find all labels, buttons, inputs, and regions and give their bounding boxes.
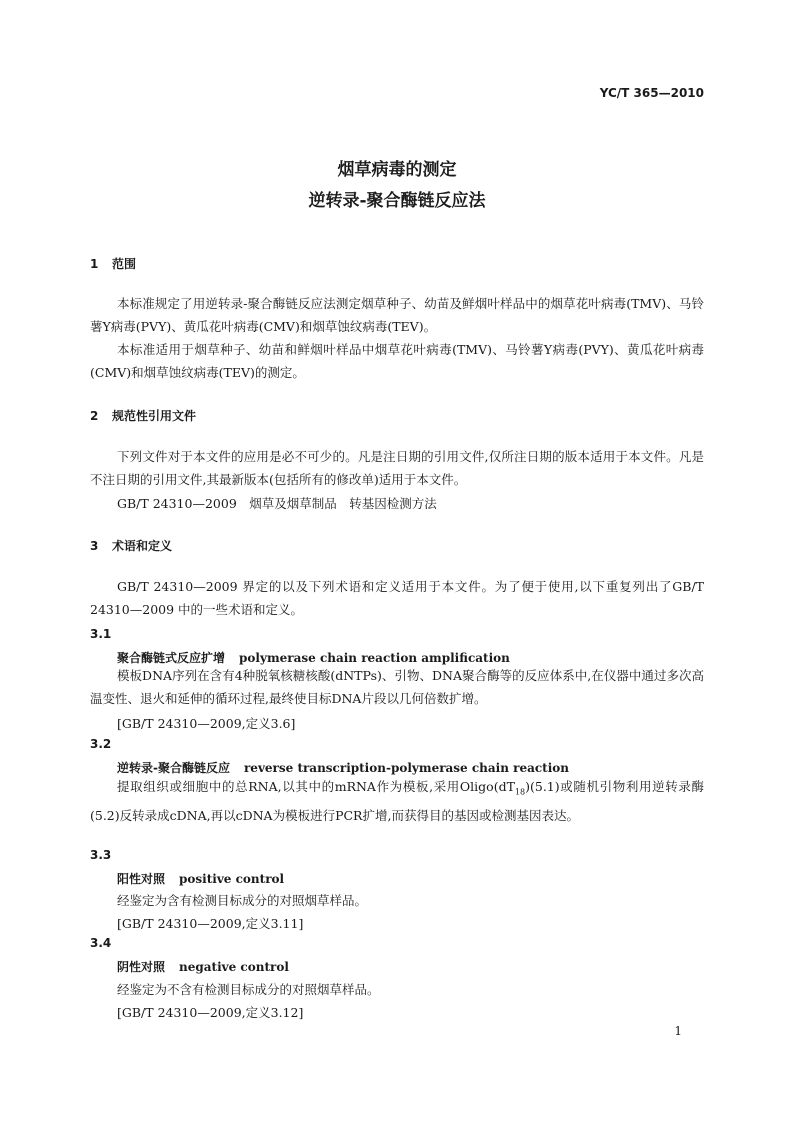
section-3-paragraph-1: GB/T 24310—2009 界定的以及下列术语和定义适用于本文件。为了便于使用,以下重复列出了GB/T 24310—2009 中的一些术语和定义。 [90,579,704,617]
term-heading [117,759,569,776]
title-line-1: 烟草病毒的测定 [337,160,457,180]
section-title: 规范性引用文件 [112,409,197,423]
term-definition-part-a: 提取组织或细胞中的总RNA,以其中的mRNA作为模板,采用Oligo(dT [117,779,515,794]
section-title: 范围 [112,257,137,271]
term-source: [GB/T 24310—2009,定义3.12] [117,1005,304,1020]
term-number: 3.3 [90,848,112,862]
term-chinese: 阴性对照 [117,960,166,974]
section-1-paragraph-2: 本标准适用于烟草种子、幼苗和鲜烟叶样品中烟草花叶病毒(TMV)、马铃薯Y病毒(PVY)、黄瓜花叶病毒(CMV)和烟草蚀纹病毒(TEV)的测定。 [90,342,704,380]
document-number: YC/T 365—2010 [599,86,704,100]
term-english: polymerase chain reaction amplification [239,651,510,665]
section-3-heading [90,537,172,554]
section-1-paragraph-1: 本标准规定了用逆转录-聚合酶链反应法测定烟草种子、幼苗及鲜烟叶样品中的烟草花叶病毒(TMV)、马铃薯Y病毒(PVY)、黄瓜花叶病毒(CMV)和烟草蚀纹病毒(TEV)。 [90,296,704,334]
term-definition [90,775,704,827]
term-definition: 模板DNA序列在含有4种脱氧核糖核酸(dNTPs)、引物、DNA聚合酶等的反应体系中,在仪器中通过多次高温变性、退火和延伸的循环过程,最终使目标DNA片段以几何倍数扩增。 [90,668,704,706]
term-heading [117,958,289,975]
term-definition: 经鉴定为含有检测目标成分的对照烟草样品。 [117,893,368,908]
term-definition: 经鉴定为不含有检测目标成分的对照烟草样品。 [117,982,380,997]
term-english: negative control [179,960,289,974]
section-number: 1 [90,257,99,271]
term-chinese: 聚合酶链式反应扩增 [117,651,226,665]
section-title: 术语和定义 [112,539,173,553]
term-source: [GB/T 24310—2009,定义3.11] [117,916,304,931]
term-number: 3.4 [90,936,112,950]
section-2-paragraph-1: 下列文件对于本文件的应用是必不可少的。凡是注日期的引用文件,仅所注日期的版本适用于本文件。凡是不注日期的引用文件,其最新版本(包括所有的修改单)适用于本文件。 [90,449,704,487]
section-1-heading [90,255,136,272]
title-line-2: 逆转录-聚合酶链反应法 [308,191,486,211]
term-source: [GB/T 24310—2009,定义3.6] [117,716,296,731]
term-number: 3.2 [90,737,112,751]
section-number: 3 [90,539,99,553]
page-number: 1 [674,1024,682,1038]
term-chinese: 阳性对照 [117,872,166,886]
term-english: positive control [179,872,285,886]
normative-reference: GB/T 24310—2009 烟草及烟草制品 转基因检测方法 [117,496,437,511]
term-definition-part-b: )(5.1)或随机引物利用逆转录酶(5.2)反转录成cDNA,再以cDNA为模板进行PCR扩增,而获得目的基因或检测基因表达。 [90,779,704,823]
term-chinese: 逆转录-聚合酶链反应 [117,761,230,775]
term-number: 3.1 [90,627,112,641]
term-heading [117,870,284,887]
section-2-heading [90,407,196,424]
term-definition-subscript: 18 [514,787,526,797]
section-number: 2 [90,409,99,423]
term-english: reverse transcription-polymerase chain reaction [243,761,570,775]
